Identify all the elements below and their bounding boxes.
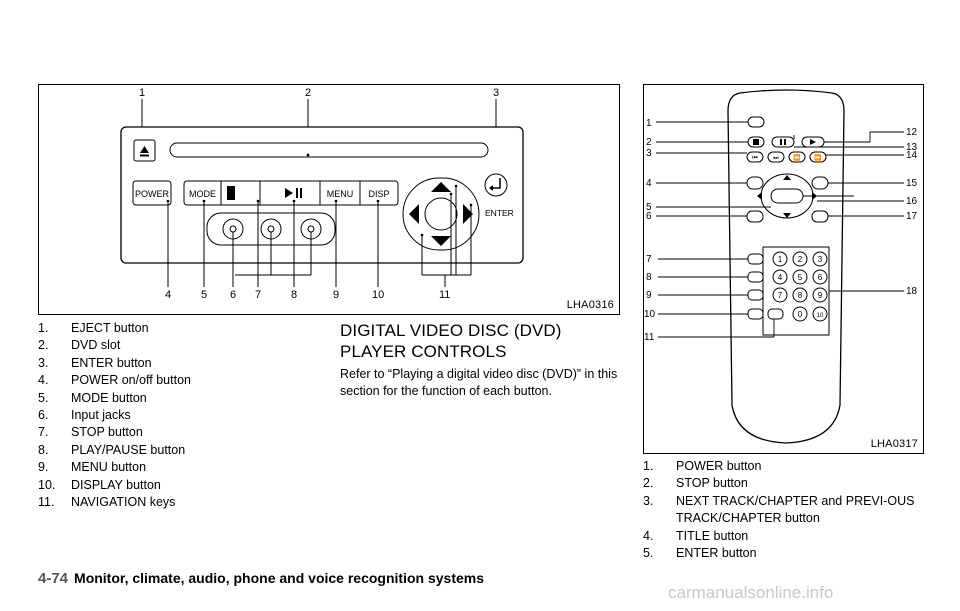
remote-callout-7: 7 <box>646 254 652 265</box>
remote-callout-18: 18 <box>906 286 918 297</box>
keypad-10: 10 <box>816 313 824 319</box>
callout-9: 9 <box>333 289 340 301</box>
keypad-4: 4 <box>777 273 783 282</box>
remote-callout-2: 2 <box>646 137 652 148</box>
dvd-player-figure <box>38 84 620 315</box>
remote-callout-17: 17 <box>906 211 918 222</box>
legend-item: 5. ENTER button <box>643 546 757 561</box>
enter-button <box>485 174 507 196</box>
enter-label: ENTER <box>485 208 514 218</box>
remote-callout-15: 15 <box>906 178 918 189</box>
remote-callout-6: 6 <box>646 211 652 222</box>
callout-3: 3 <box>493 87 500 99</box>
section-heading: DIGITAL VIDEO DISC (DVD) PLAYER CONTROLS <box>340 321 562 361</box>
remote-title-button <box>747 177 763 189</box>
legend-item: 9. MENU button <box>38 460 147 475</box>
keypad-7: 7 <box>777 291 783 300</box>
legend-item: 4. TITLE button <box>643 528 749 543</box>
remote-control-figure <box>643 84 924 454</box>
remote-control-illustration <box>644 85 923 453</box>
menu-label: MENU <box>326 189 354 199</box>
legend-item: 1. POWER button <box>643 459 762 473</box>
legend-item: 5. MODE button <box>38 390 147 405</box>
callout-4: 4 <box>165 289 172 301</box>
remote-callout-4: 4 <box>646 178 652 189</box>
remote-enter-button <box>771 189 803 203</box>
dvd-player-illustration <box>39 85 619 314</box>
keypad-5: 5 <box>797 273 803 282</box>
dvd-slot <box>170 143 488 157</box>
dvd-player-legend <box>38 320 318 511</box>
svg-text:⏪: ⏪ <box>793 155 801 162</box>
legend-item: 3. ENTER button <box>38 355 152 370</box>
callout-1: 1 <box>139 87 146 99</box>
disp-label: DISP <box>368 189 390 199</box>
legend-item: 6. Input jacks <box>38 408 131 423</box>
remote-callout-11: 11 <box>644 332 655 343</box>
remote-callout-16: 16 <box>906 196 918 207</box>
legend-item: 10. DISPLAY button <box>38 477 161 492</box>
remote-callout-10: 10 <box>644 309 656 320</box>
remote-callout-3: 3 <box>646 148 652 159</box>
figure-code: LHA0317 <box>870 438 918 450</box>
legend-item: 2. STOP button <box>643 476 748 491</box>
keypad-3: 3 <box>817 255 823 264</box>
mode-label: MODE <box>189 189 216 199</box>
keypad-0: 0 <box>797 310 803 319</box>
watermark: carmanualsonline.info <box>668 583 834 602</box>
legend-item: 4. POWER on/off button <box>38 373 191 388</box>
remote-callout-13: 13 <box>906 142 918 153</box>
power-label: POWER <box>134 189 170 199</box>
legend-item: 2. DVD slot <box>38 338 121 353</box>
svg-text:⏮: ⏮ <box>752 155 758 162</box>
callout-7: 7 <box>255 289 262 301</box>
keypad-6: 6 <box>817 273 823 282</box>
svg-text:⏭: ⏭ <box>773 155 779 162</box>
remote-callout-5: 5 <box>646 202 652 213</box>
legend-item: 3. NEXT TRACK/CHAPTER and PREVI-OUS TRACK/CHAPTER button <box>643 493 915 526</box>
callout-2: 2 <box>305 87 312 99</box>
keypad-9: 9 <box>817 291 823 300</box>
legend-item: 11. NAVIGATION keys <box>38 495 176 510</box>
chapter-title: Monitor, climate, audio, phone and voice recognition systems <box>74 570 484 586</box>
callout-6: 6 <box>230 289 237 301</box>
remote-callout-1: 1 <box>646 118 652 129</box>
page-number: 4-74 <box>38 570 69 587</box>
remote-control-legend <box>643 458 933 562</box>
figure-code: LHA0316 <box>566 299 614 311</box>
remote-callout-8: 8 <box>646 272 652 283</box>
legend-item: 8. PLAY/PAUSE button <box>38 442 186 457</box>
remote-callout-9: 9 <box>646 290 652 301</box>
legend-item: 1. EJECT button <box>38 321 149 335</box>
callout-10: 10 <box>372 289 385 301</box>
remote-callout-14: 14 <box>906 150 918 161</box>
keypad-2: 2 <box>797 255 803 264</box>
callout-5: 5 <box>201 289 208 301</box>
page-footer <box>38 570 484 587</box>
stop-icon <box>227 186 235 200</box>
keypad-1: 1 <box>777 255 783 264</box>
callout-11: 11 <box>439 289 451 301</box>
legend-item: 7. STOP button <box>38 425 143 440</box>
svg-text:⏩: ⏩ <box>814 155 822 162</box>
keypad-8: 8 <box>797 291 803 300</box>
remote-power-button <box>748 117 764 127</box>
section-body: Refer to “Playing a digital video disc (DVD)” in this section for the function of each button. <box>340 367 618 398</box>
remote-callout-12: 12 <box>906 127 918 138</box>
callout-8: 8 <box>291 289 298 301</box>
